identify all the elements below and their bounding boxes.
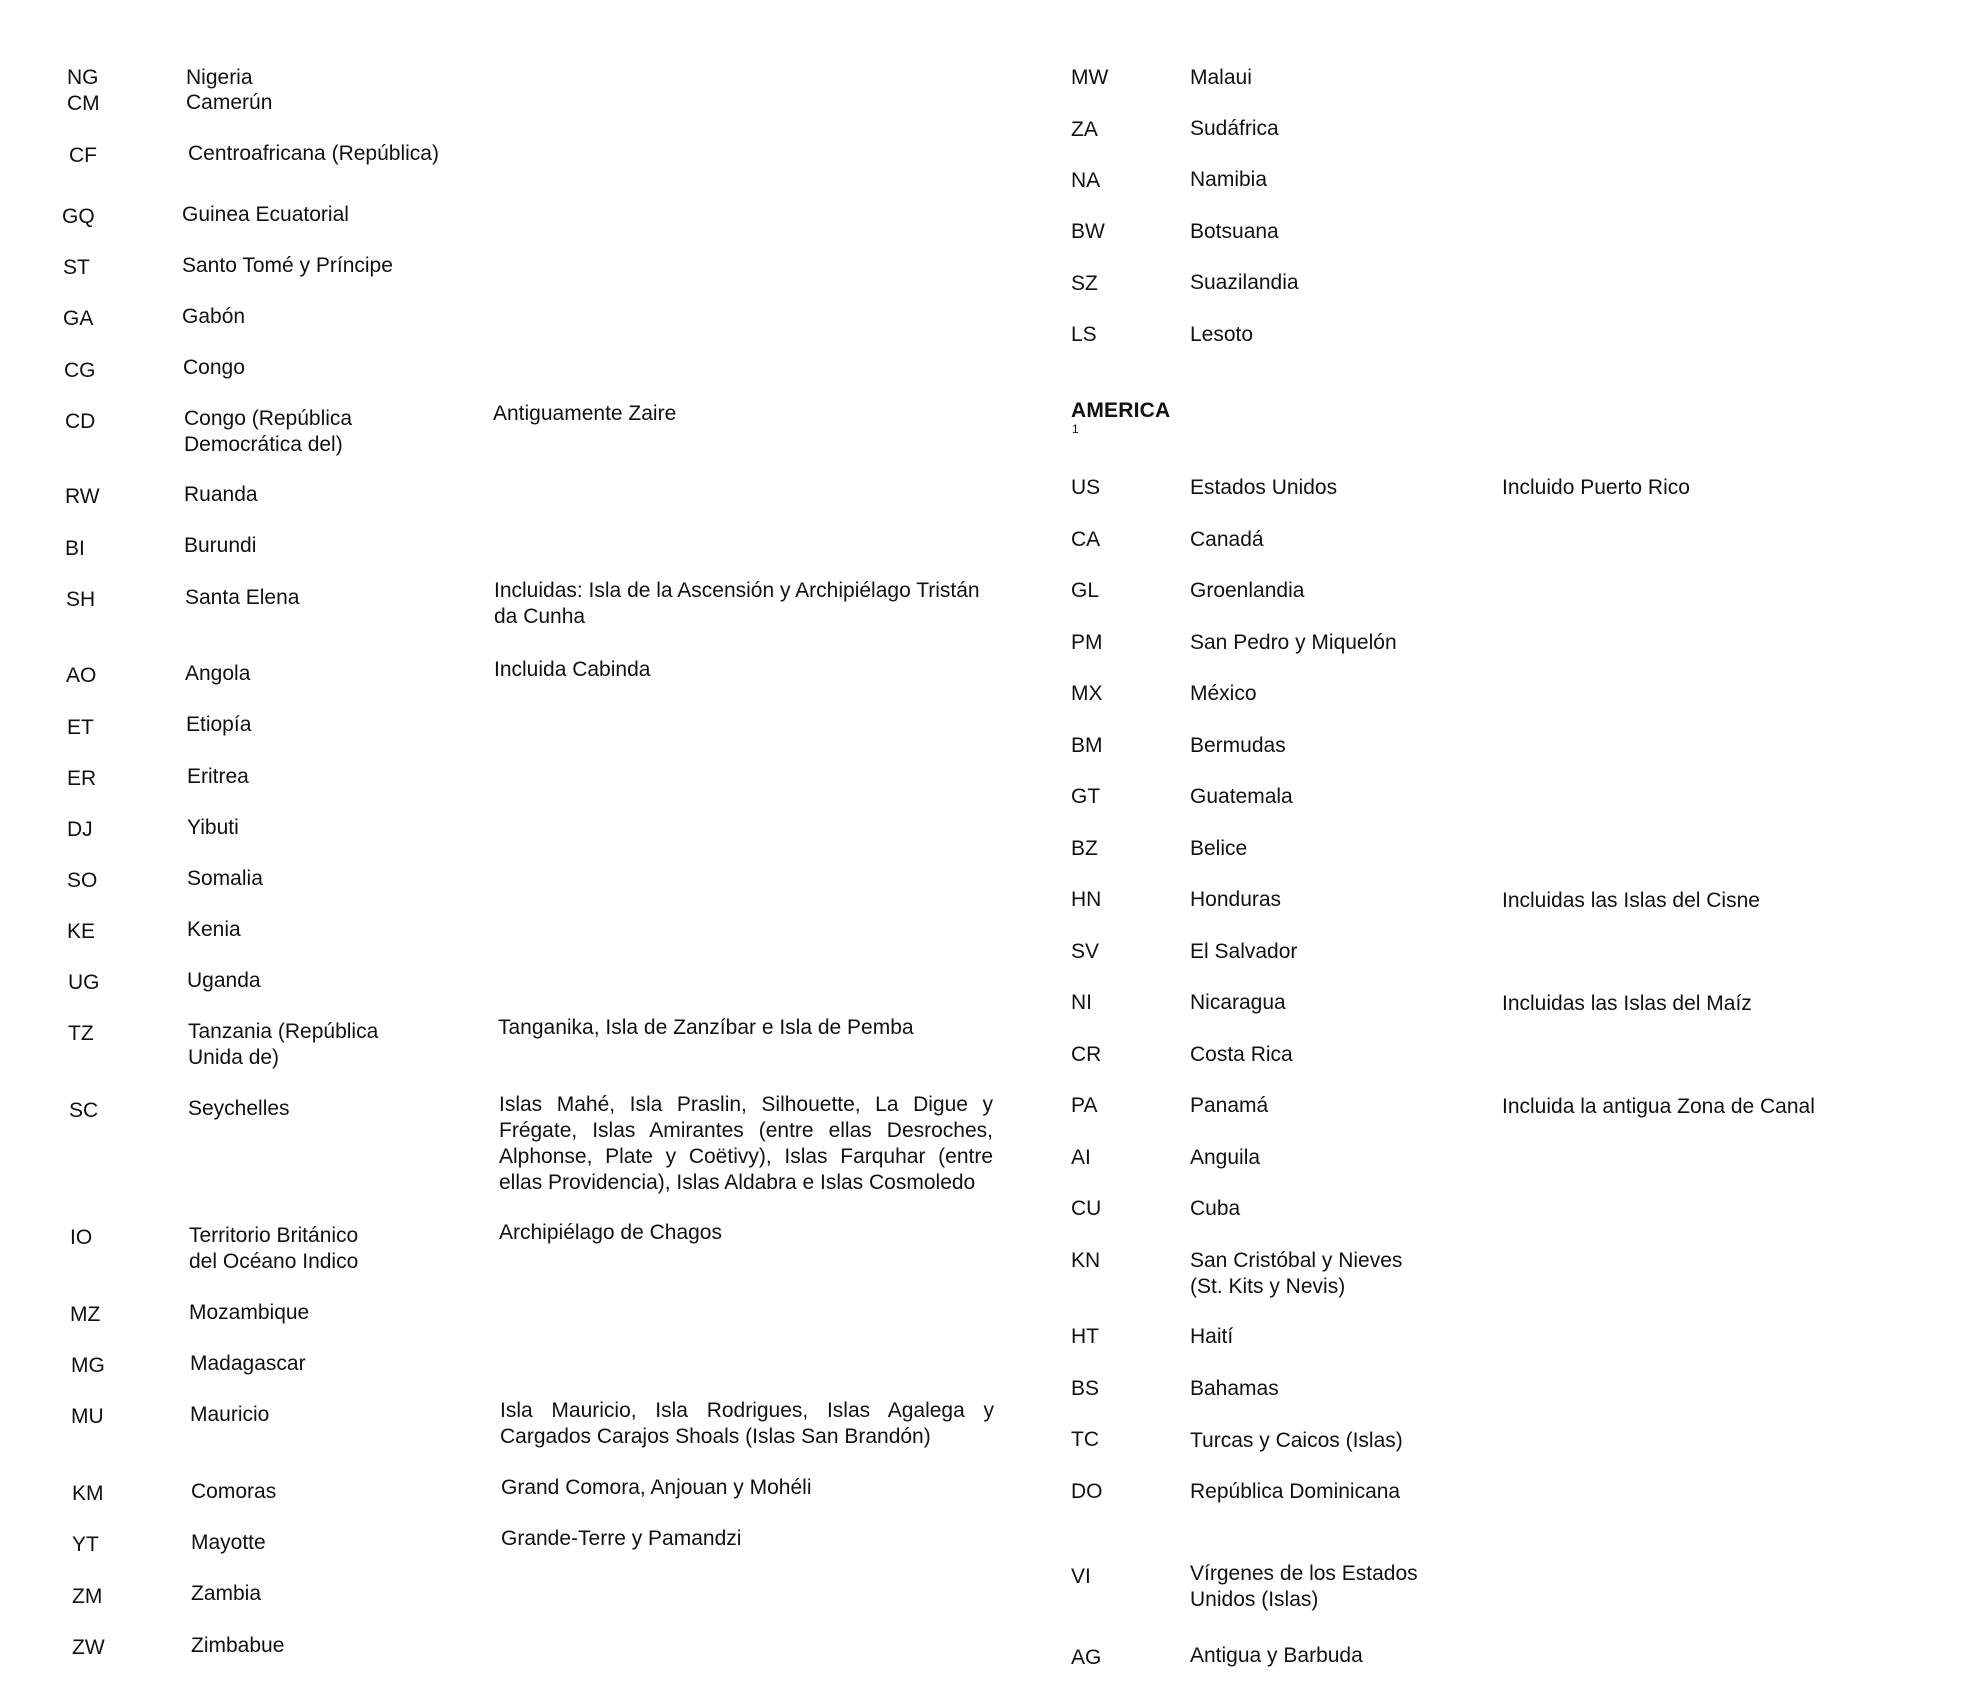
country-code: GT [1071,785,1101,808]
country-note: Incluidas las Islas del Maíz [1502,992,1752,1015]
country-code: DJ [67,818,93,841]
country-note: Incluidas: Isla de la Ascensión y Archipiélago Tristán da Cunha [494,579,980,628]
country-name: Somalia [187,867,263,890]
country-code: KE [67,920,96,943]
country-name: Camerún [186,91,273,114]
country-code: ER [67,767,97,790]
country-name: Lesoto [1190,323,1254,346]
country-name: Sudáfrica [1190,117,1279,140]
country-name: Territorio Británico del Océano Indico [189,1224,359,1273]
country-name: Nigeria [186,66,253,89]
country-code: GL [1071,579,1100,602]
country-code: BI [65,537,85,560]
country-name: México [1190,682,1257,705]
country-note: Incluido Puerto Rico [1502,476,1690,499]
country-name: Estados Unidos [1190,476,1338,499]
country-name: Nicaragua [1190,991,1286,1014]
country-code: SO [67,869,98,892]
country-name: Honduras [1190,888,1282,911]
country-name: Vírgenes de los Estados Unidos (Islas) [1190,1562,1418,1611]
country-code: DO [1071,1480,1103,1503]
country-code: MW [1071,66,1109,89]
country-note: Tanganika, Isla de Zanzíbar e Isla de Pemba [498,1016,914,1039]
country-code: PA [1071,1094,1098,1117]
country-name: Seychelles [188,1097,290,1120]
country-code: ZA [1071,118,1098,141]
country-name: Malaui [1190,66,1252,89]
country-code: NI [1071,991,1092,1014]
country-code: AG [1071,1646,1102,1669]
country-code: SH [66,588,96,611]
country-code: VI [1071,1565,1091,1588]
country-code: BZ [1071,837,1098,860]
country-name: Bermudas [1190,734,1286,757]
country-name: Haití [1190,1325,1234,1348]
country-code: YT [72,1533,99,1556]
country-name: Comoras [191,1480,277,1503]
country-name: Groenlandia [1190,579,1305,602]
country-code: KN [1071,1249,1101,1272]
country-name: Bahamas [1190,1377,1279,1400]
country-code: ZM [72,1585,103,1608]
country-note: Antiguamente Zaire [493,402,677,425]
country-code: CG [64,359,96,382]
country-code: CF [69,144,97,167]
country-code: LS [1071,323,1097,346]
country-name: Congo [183,356,245,379]
country-name: Etiopía [186,713,252,736]
country-name: Zimbabue [191,1634,285,1657]
country-code: RW [65,485,100,508]
country-code: MU [71,1405,104,1428]
country-code: CM [67,92,100,115]
country-code: CR [1071,1043,1102,1066]
country-code: MX [1071,682,1103,705]
country-code: TC [1071,1428,1099,1451]
country-code: US [1071,476,1101,499]
country-name: Canadá [1190,528,1264,551]
country-code: CA [1071,528,1101,551]
country-name: Santo Tomé y Príncipe [182,254,393,277]
country-name: Botsuana [1190,220,1279,243]
country-code: AO [66,664,97,687]
country-name: Costa Rica [1190,1043,1293,1066]
country-name: El Salvador [1190,940,1298,963]
country-code: BS [1071,1377,1100,1400]
country-code: CD [65,410,96,433]
country-code: BM [1071,734,1103,757]
country-name: Turcas y Caicos (Islas) [1190,1429,1403,1452]
country-code: HN [1071,888,1102,911]
country-name: Madagascar [190,1352,306,1375]
country-name: Panamá [1190,1094,1269,1117]
footnote-mark: 1 [1072,422,1079,436]
country-name: Guinea Ecuatorial [182,203,349,226]
country-name: Zambia [191,1582,262,1605]
country-code: TZ [68,1022,94,1045]
country-name: Mauricio [190,1403,270,1426]
country-code: MZ [70,1303,101,1326]
country-code: MG [71,1354,105,1377]
country-name: Suazilandia [1190,271,1299,294]
country-name: Tanzania (República Unida de) [188,1020,379,1069]
country-code: UG [68,971,100,994]
country-code: KM [72,1482,104,1505]
country-name: Guatemala [1190,785,1293,808]
country-name: Burundi [184,534,257,557]
country-name: San Cristóbal y Nieves (St. Kits y Nevis) [1190,1249,1403,1298]
country-code: HT [1071,1325,1099,1348]
country-code: PM [1071,631,1103,654]
country-note: Incluida Cabinda [494,658,651,681]
country-note: Incluidas las Islas del Cisne [1502,889,1760,912]
country-code: IO [70,1226,93,1249]
country-note: Isla Mauricio, Isla Rodrigues, Islas Agalega y Cargados Carajos Shoals (Islas San Brandón) [500,1399,994,1448]
country-name: Eritrea [187,765,249,788]
country-code: GQ [62,205,95,228]
country-code: BW [1071,220,1105,243]
country-note: Grande-Terre y Pamandzi [501,1527,742,1550]
country-code: ET [67,716,94,739]
country-code: NG [67,66,99,89]
country-name: San Pedro y Miquelón [1190,631,1397,654]
country-code: ZW [72,1636,105,1659]
country-code: SV [1071,940,1100,963]
country-name: Mayotte [191,1531,266,1554]
country-note: Islas Mahé, Isla Praslin, Silhouette, La Digue y Frégate, Islas Amirantes (entre ellas Desroches, Alphonse, Plate y Coëtivy), Islas Farquhar (entre ellas Providencia), Islas Aldabra e Islas Cosmoledo [499,1093,993,1194]
country-code: CU [1071,1197,1102,1220]
country-name: Namibia [1190,168,1268,191]
country-code: SC [69,1099,99,1122]
country-name: Antigua y Barbuda [1190,1644,1363,1667]
section-heading-america: AMERICA [1071,399,1171,422]
country-name: Kenia [187,918,241,941]
country-name: Congo (República Democrática del) [184,407,353,456]
country-name: Mozambique [189,1301,310,1324]
country-note: Incluida la antigua Zona de Canal [1502,1095,1815,1118]
country-name: Ruanda [184,483,258,506]
country-name: Angola [185,662,251,685]
country-name: Cuba [1190,1197,1241,1220]
country-name: República Dominicana [1190,1480,1401,1503]
country-code: GA [63,307,94,330]
country-name: Anguila [1190,1146,1261,1169]
country-code: NA [1071,169,1101,192]
country-code: ST [63,256,90,279]
country-code: SZ [1071,272,1098,295]
country-code: AI [1071,1146,1091,1169]
country-name: Santa Elena [185,586,300,609]
country-name: Belice [1190,837,1248,860]
country-note: Archipiélago de Chagos [499,1221,722,1244]
country-name: Yibuti [187,816,239,839]
country-name: Uganda [187,969,261,992]
country-name: Gabón [182,305,246,328]
country-name: Centroafricana (República) [188,142,439,165]
country-note: Grand Comora, Anjouan y Mohéli [501,1476,812,1499]
